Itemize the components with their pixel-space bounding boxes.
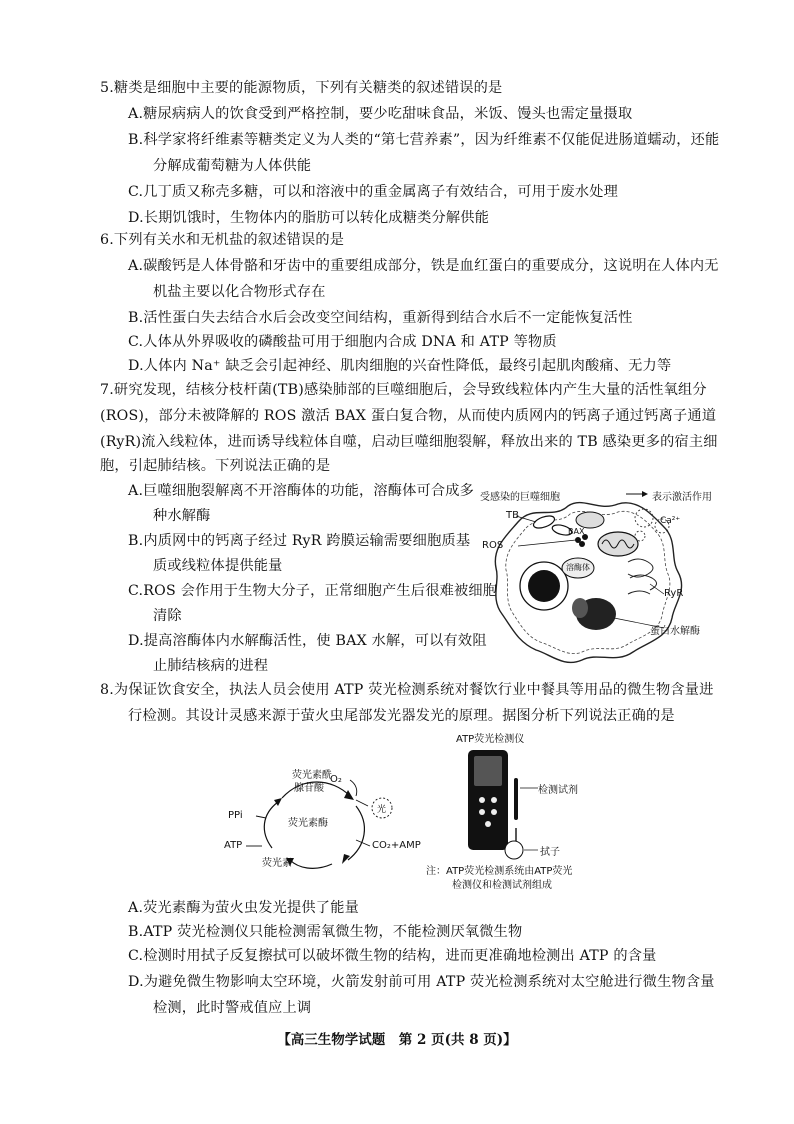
cycle-arc-bottom — [290, 860, 332, 868]
q7-option-c-line1: C.ROS 会作用于生物大分子，正常细胞产生后很难被细胞 — [128, 583, 498, 599]
reagent-tube — [514, 778, 518, 820]
detector-screen — [474, 756, 502, 786]
swab-head — [505, 841, 523, 859]
leader-line — [518, 540, 576, 546]
infected-macrophage-label: 受感染的巨噬细胞 — [480, 492, 560, 503]
q7-stem-line1: 7.研究发现，结核分枝杆菌(TB)感染肺部的巨噬细胞后，会导致线粒体内产生大量的活性氧组分 — [100, 382, 707, 398]
reagent-label: 检测试剂 — [538, 785, 578, 796]
detector-button — [491, 797, 497, 803]
light-label: 光 — [377, 805, 387, 815]
q5-option-c: C.几丁质又称壳多糖，可以和溶液中的重金属离子有效结合，可用于废水处理 — [128, 184, 619, 200]
q5-option-d: D.长期饥饿时，生物体内的脂肪可以转化成糖类分解供能 — [128, 210, 490, 226]
cycle-arc-right — [348, 806, 364, 860]
ros-label: ROS — [482, 540, 504, 551]
q8-stem-line2: 行检测。其设计灵感来源于萤火虫尾部发光器发光的原理。据图分析下列说法正确的是 — [128, 708, 675, 724]
figure-note-line1: 注：ATP荧光检测系统由ATP荧光 — [426, 866, 573, 877]
detector-label: ATP荧光检测仪 — [456, 734, 525, 745]
protease-label: 蛋白水解酶 — [650, 626, 700, 637]
q5-option-b-line2: 分解成葡萄糖为人体供能 — [153, 158, 312, 174]
q7-stem-line4: 胞，引起肺结核。下列说法正确的是 — [100, 458, 331, 474]
q7-option-a-line1: A.巨噬细胞裂解离不开溶酶体的功能，溶酶体可合成多 — [128, 483, 475, 499]
q6-option-b: B.活性蛋白失去结合水后会改变空间结构，重新得到结合水后不一定能恢复活性 — [128, 310, 633, 326]
q6-option-a-line1: A.碳酸钙是人体骨骼和牙齿中的重要组成部分，铁是血红蛋白的重要成分，这说明在人体内无 — [128, 258, 719, 274]
bax-complex — [579, 541, 585, 547]
activation-legend-label: 表示激活作用 — [652, 492, 712, 503]
q7-option-a-line2: 种水解酶 — [153, 508, 211, 524]
luciferyl-adenylate-label-2: 腺苷酸 — [294, 783, 324, 794]
light-arrow — [356, 800, 368, 806]
q7-stem-line2: (ROS)，部分未被降解的 ROS 激活 BAX 蛋白复合物，从而使内质网内的钙离子通过钙离子通道 — [100, 408, 717, 424]
q6-option-a-line2: 机盐主要以化合物形式存在 — [153, 284, 326, 300]
q7-option-d-line1: D.提高溶酶体内水解酶活性，使 BAX 水解，可以有效阻 — [128, 633, 487, 649]
co2-amp-label: CO₂+AMP — [372, 840, 421, 851]
q7-option-c-line2: 清除 — [153, 608, 182, 624]
q6-option-c: C.人体从外界吸收的磷酸盐可用于细胞内合成 DNA 和 ATP 等物质 — [128, 334, 557, 350]
q8-option-a: A.荧光素酶为萤火虫发光提供了能量 — [128, 900, 359, 916]
nucleolus — [528, 570, 560, 602]
swab-label: 拭子 — [540, 847, 560, 858]
o2-label: O₂ — [330, 774, 342, 785]
ryr-label: RyR — [664, 588, 684, 599]
ppi-arrow — [256, 816, 266, 818]
endoplasmic-reticulum — [628, 559, 657, 594]
q8-option-c: C.检测时用拭子反复擦拭可以破坏微生物的结构，进而更准确地检测出 ATP 的含量 — [128, 948, 657, 964]
atp-label: ATP — [224, 840, 243, 851]
activation-arrowhead — [642, 491, 648, 497]
bax-label: BAX — [568, 527, 585, 536]
luciferase-cycle-figure — [222, 762, 452, 877]
ppi-label: PPi — [228, 810, 243, 821]
q8-stem-line1: 8.为保证饮食安全，执法人员会使用 ATP 荧光检测系统对餐饮行业中餐具等用品的微生物含量进 — [100, 682, 714, 698]
q7-option-b-line2: 质或线粒体提供能量 — [153, 558, 283, 574]
q7-stem-line3: (RyR)流入线粒体，进而诱导线粒体自噬，启动巨噬细胞裂解，释放出来的 TB 感染更多的宿主细 — [100, 434, 718, 450]
detector-button — [485, 821, 491, 827]
figure-note-line2: 检测仪和检测试剂组成 — [452, 880, 552, 891]
calcium-label: Ca²⁺ — [660, 516, 681, 526]
lysosome-label: 溶酶体 — [566, 563, 590, 572]
tb-label: TB — [506, 510, 519, 521]
luciferin-label: 荧光素 — [262, 858, 292, 869]
detector-button — [479, 809, 485, 815]
luciferyl-adenylate-label-1: 荧光素酰 — [292, 770, 332, 781]
q7-option-d-line2: 止肺结核病的进程 — [153, 658, 269, 674]
q8-option-d-line1: D.为避免微生物影响太空环境，火箭发射前可用 ATP 荧光检测系统对太空舱进行微生物含量 — [128, 974, 715, 990]
q8-option-d-line2: 检测，此时警戒值应上调 — [153, 1000, 312, 1016]
page-footer: 【高三生物学试题 第 2 页(共 8 页)】 — [277, 1032, 517, 1048]
detector-button — [491, 809, 497, 815]
calcium-vesicle — [635, 509, 653, 527]
q6-stem: 6.下列有关水和无机盐的叙述错误的是 — [100, 232, 345, 248]
protease-cluster — [572, 598, 588, 618]
mitochondrion — [576, 512, 604, 528]
atp-detector-figure — [424, 728, 604, 890]
o2-arrow — [350, 780, 357, 796]
q7-option-b-line1: B.内质网中的钙离子经过 RyR 跨膜运输需要细胞质基 — [128, 533, 471, 549]
q8-option-b: B.ATP 荧光检测仪只能检测需氧微生物，不能检测厌氧微生物 — [128, 924, 523, 940]
q5-option-a: A.糖尿病病人的饮食受到严格控制，要少吃甜味食品，米饭、馒头也需定量摄取 — [128, 106, 633, 122]
cycle-arc-left — [264, 802, 278, 848]
q5-option-b-line1: B.科学家将纤维素等糖类定义为人类的“第七营养素”，因为纤维素不仅能促进肠道蠕动，还能 — [128, 132, 720, 148]
q6-option-d: D.人体内 Na⁺ 缺乏会引起神经、肌肉细胞的兴奋性降低，最终引起肌肉酸痛、无力等 — [128, 358, 672, 374]
macrophage-figure — [478, 482, 718, 674]
detector-button — [479, 797, 485, 803]
q5-stem: 5.糖类是细胞中主要的能源物质，下列有关糖类的叙述错误的是 — [100, 80, 503, 96]
luciferase-label: 荧光素酶 — [288, 818, 328, 829]
